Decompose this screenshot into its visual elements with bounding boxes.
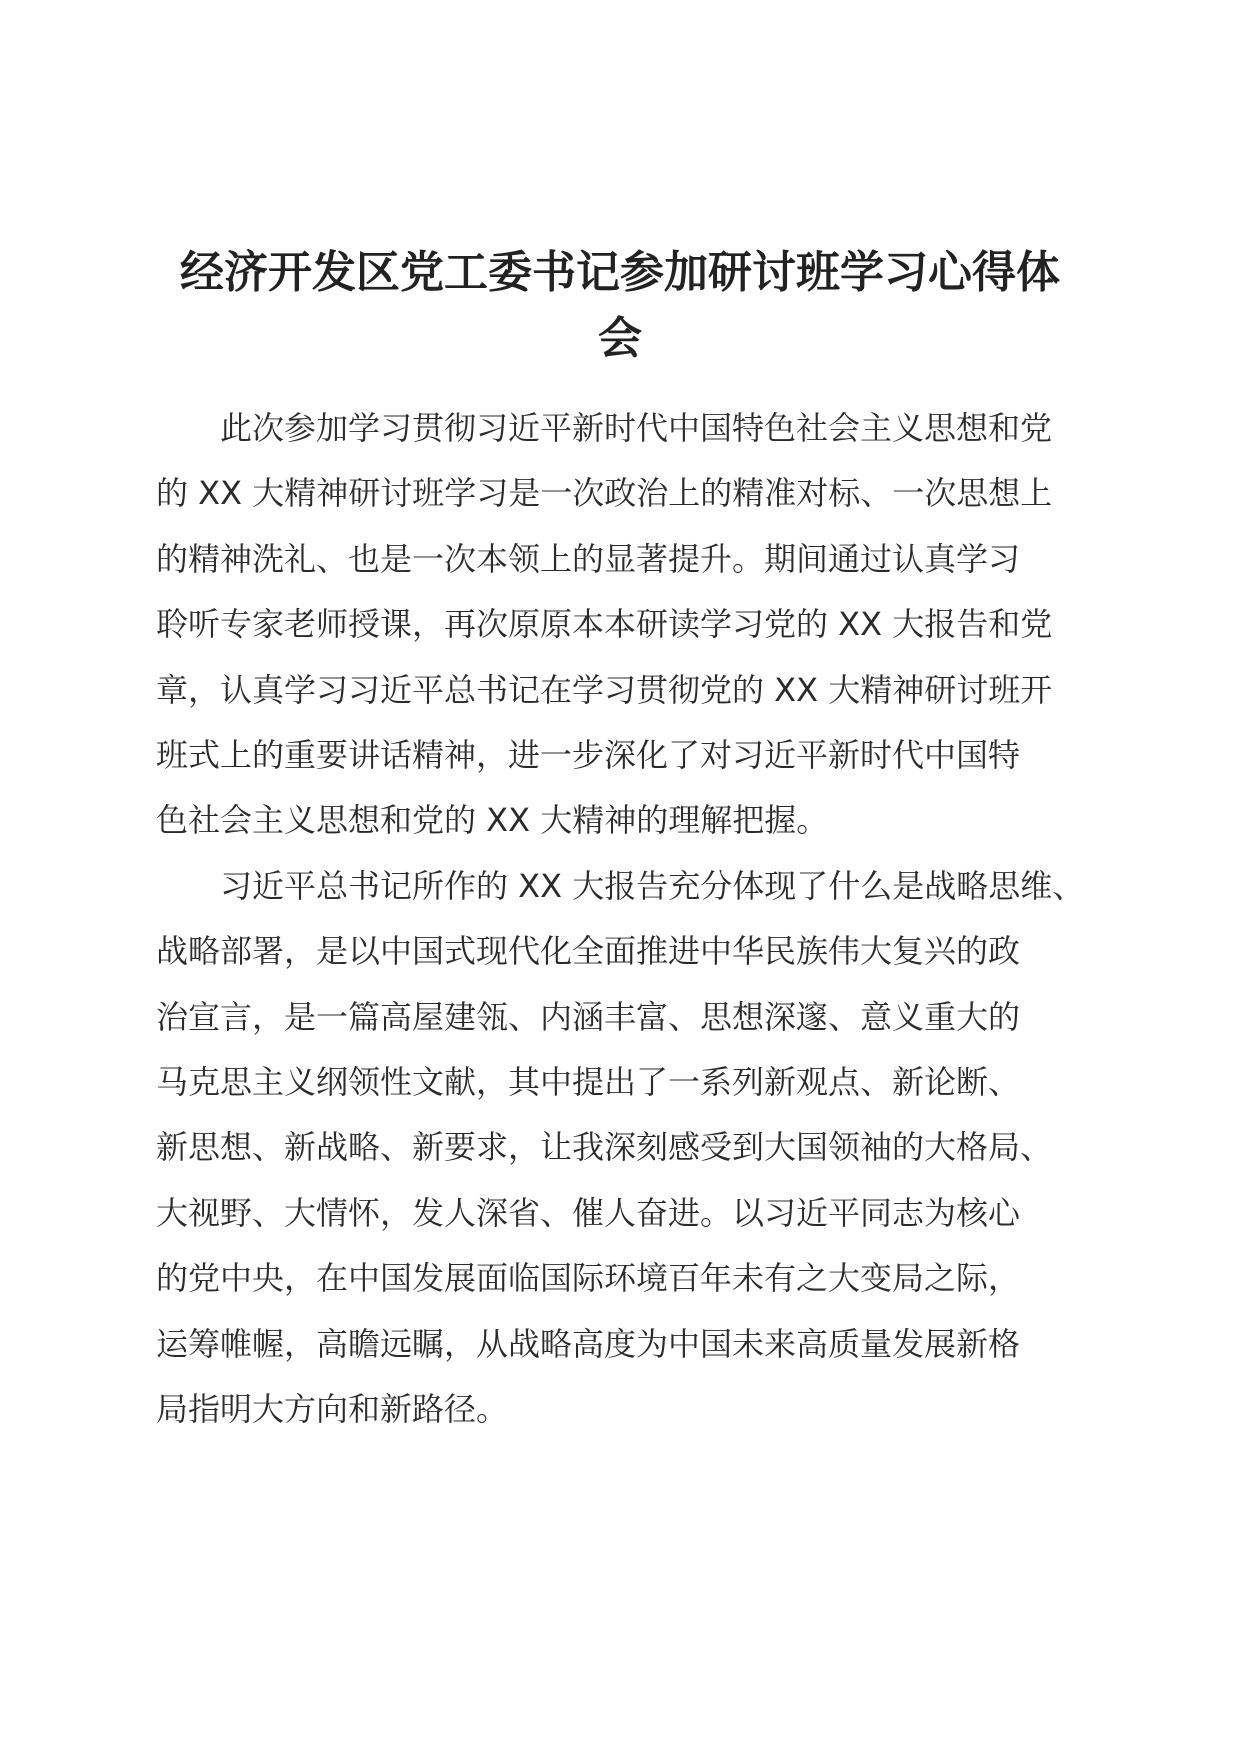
paragraph-line: 的 XX 大精神研讨班学习是一次政治上的精准对标、一次思想上	[156, 474, 1053, 513]
paragraph-line: 聆听专家老师授课，再次原原本本研读学习党的 XX 大报告和党	[156, 605, 1053, 644]
paragraph-line: 习近平总书记所作的 XX 大报告充分体现了什么是战略思维、	[220, 866, 1085, 905]
paragraph-line: 治宣言，是一篇高屋建瓴、内涵丰富、思想深邃、意义重大的	[156, 997, 1021, 1036]
paragraph-line: 的党中央，在中国发展面临国际环境百年未有之大变局之际，	[156, 1259, 1021, 1298]
title-line: 会	[598, 313, 642, 364]
paragraph-line: 局指明大方向和新路径。	[156, 1390, 509, 1429]
paragraph-line: 此次参加学习贯彻习近平新时代中国特色社会主义思想和党	[220, 409, 1053, 447]
paragraph-line: 运筹帷幄，高瞻远瞩，从战略高度为中国未来高质量发展新格	[156, 1324, 1021, 1363]
document-title	[150, 240, 1090, 372]
paragraph-line: 色社会主义思想和党的 XX 大精神的理解把握。	[156, 801, 829, 840]
paragraph-line: 章，认真学习习近平总书记在学习贯彻党的 XX 大精神研讨班开	[156, 670, 1053, 709]
paragraph-line: 战略部署，是以中国式现代化全面推进中华民族伟大复兴的政	[156, 932, 1021, 971]
paragraph-line: 班式上的重要讲话精神，进一步深化了对习近平新时代中国特	[156, 736, 1021, 775]
paragraph-line: 新思想、新战略、新要求，让我深刻感受到大国领袖的大格局、	[156, 1128, 1053, 1167]
paragraph-1	[156, 396, 1086, 854]
paragraph-line: 的精神洗礼、也是一次本领上的显著提升。期间通过认真学习	[156, 539, 1021, 578]
paragraph-line: 大视野、大情怀，发人深省、催人奋进。以习近平同志为核心	[156, 1193, 1021, 1232]
document-body	[156, 396, 1086, 1443]
paragraph-line: 马克思主义纲领性文献，其中提出了一系列新观点、新论断、	[156, 1063, 1021, 1102]
paragraph-2	[156, 854, 1086, 1443]
title-line: 经济开发区党工委书记参加研讨班学习心得体	[180, 247, 1060, 298]
